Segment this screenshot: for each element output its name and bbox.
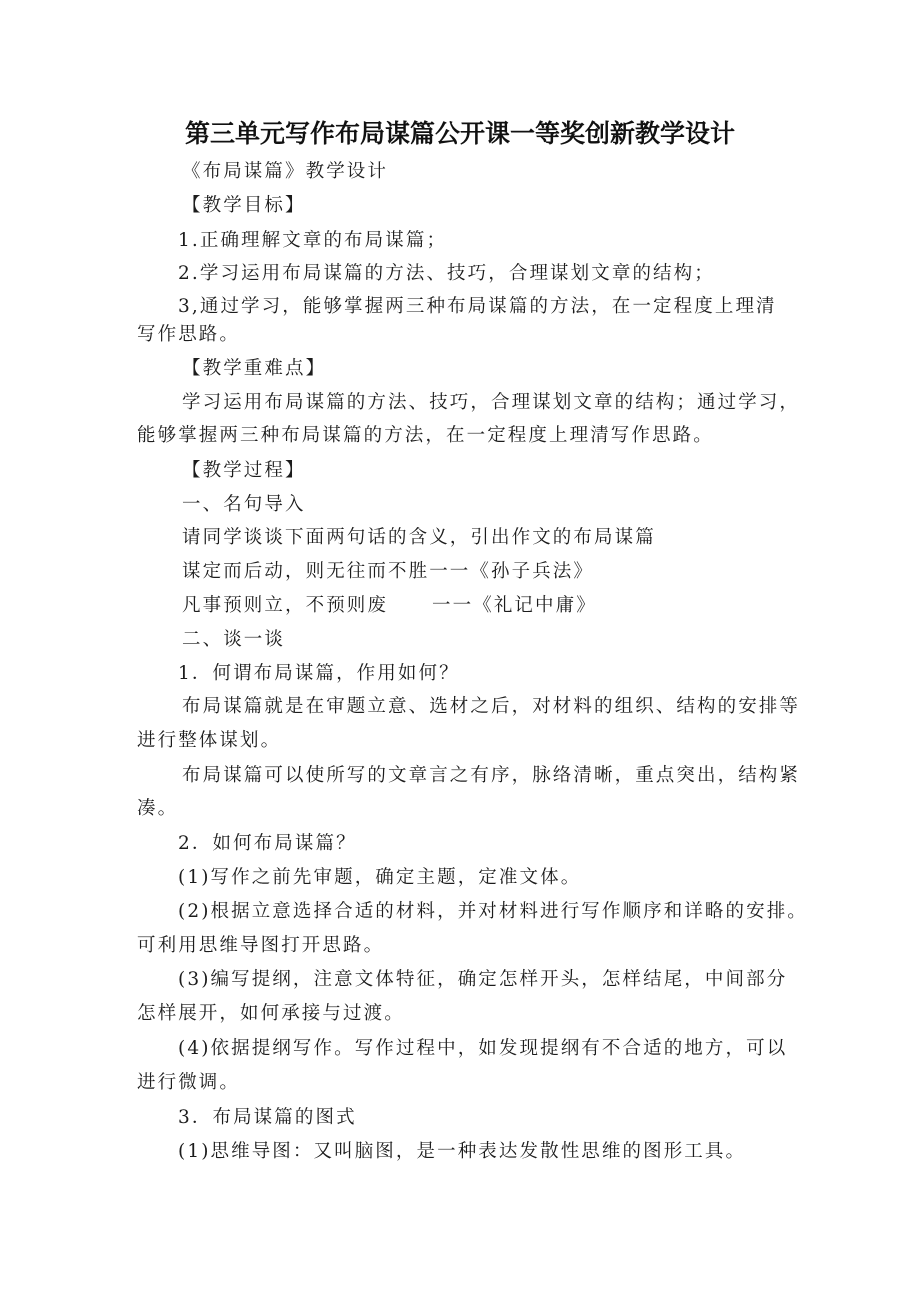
objective-2: 2.学习运用布局谋篇的方法、技巧，合理谋划文章的结构； xyxy=(178,263,715,284)
question-2-step-3-line-2: 怎样展开，如何承接与过渡。 xyxy=(137,1003,405,1024)
question-1-answer-line-2: 进行整体谋划。 xyxy=(137,730,282,751)
section-1-intro: 请同学谈谈下面两句话的含义，引出作文的布局谋篇 xyxy=(182,527,656,548)
quote-2 xyxy=(182,594,597,618)
section-1-heading: 一、名句导入 xyxy=(182,494,306,515)
key-points-line-1: 学习运用布局谋篇的方法、技巧，合理谋划文章的结构；通过学习， xyxy=(182,392,801,413)
document-title: 第三单元写作布局谋篇公开课一等奖创新教学设计 xyxy=(184,119,735,148)
question-3: 3．布局谋篇的图式 xyxy=(178,1107,357,1128)
question-2: 2．如何布局谋篇？ xyxy=(178,833,357,854)
objective-3-line-2: 写作思路。 xyxy=(137,324,241,345)
question-1-effect-line-1: 布局谋篇可以使所写的文章言之有序，脉络清晰，重点突出，结构紧 xyxy=(182,765,801,786)
question-3-item-1: (1)思维导图：又叫脑图，是一种表达发散性思维的图形工具。 xyxy=(178,1141,747,1162)
objective-3-line-1: 3,通过学习，能够掌握两三种布局谋篇的方法，在一定程度上理清 xyxy=(178,296,777,317)
quote-2-text: 凡事预则立，不预则废 xyxy=(182,595,389,616)
question-2-step-1: (1)写作之前先审题，确定主题，定准文体。 xyxy=(178,867,582,888)
objective-1: 1.正确理解文章的布局谋篇； xyxy=(178,230,448,251)
objectives-heading: 【教学目标】 xyxy=(182,195,306,216)
key-points-heading: 【教学重难点】 xyxy=(182,358,327,379)
section-2-heading: 二、谈一谈 xyxy=(182,629,286,650)
key-points-line-2: 能够掌握两三种布局谋篇的方法，在一定程度上理清写作思路。 xyxy=(137,425,714,446)
question-1: 1．何谓布局谋篇，作用如何？ xyxy=(178,663,460,684)
question-2-step-2-line-1: (2)根据立意选择合适的材料，并对材料进行写作顺序和详略的安排。 xyxy=(178,901,808,922)
question-2-step-3-line-1: (3)编写提纲，注意文体特征，确定怎样开头，怎样结尾，中间部分 xyxy=(178,969,788,990)
question-2-step-2-line-2: 可利用思维导图打开思路。 xyxy=(137,935,385,956)
lesson-subtitle: 《布局谋篇》教学设计 xyxy=(182,161,389,182)
quote-2-source: 一一《礼记中庸》 xyxy=(432,595,597,616)
question-2-step-4-line-2: 进行微调。 xyxy=(137,1072,241,1093)
question-1-answer-line-1: 布局谋篇就是在审题立意、选材之后，对材料的组织、结构的安排等 xyxy=(182,696,801,717)
question-1-effect-line-2: 凑。 xyxy=(137,798,179,819)
question-2-step-4-line-1: (4)依据提纲写作。写作过程中，如发现提纲有不合适的地方，可以 xyxy=(178,1038,788,1059)
process-heading: 【教学过程】 xyxy=(182,460,306,481)
quote-1: 谋定而后动，则无往而不胜一一《孙子兵法》 xyxy=(182,561,595,582)
